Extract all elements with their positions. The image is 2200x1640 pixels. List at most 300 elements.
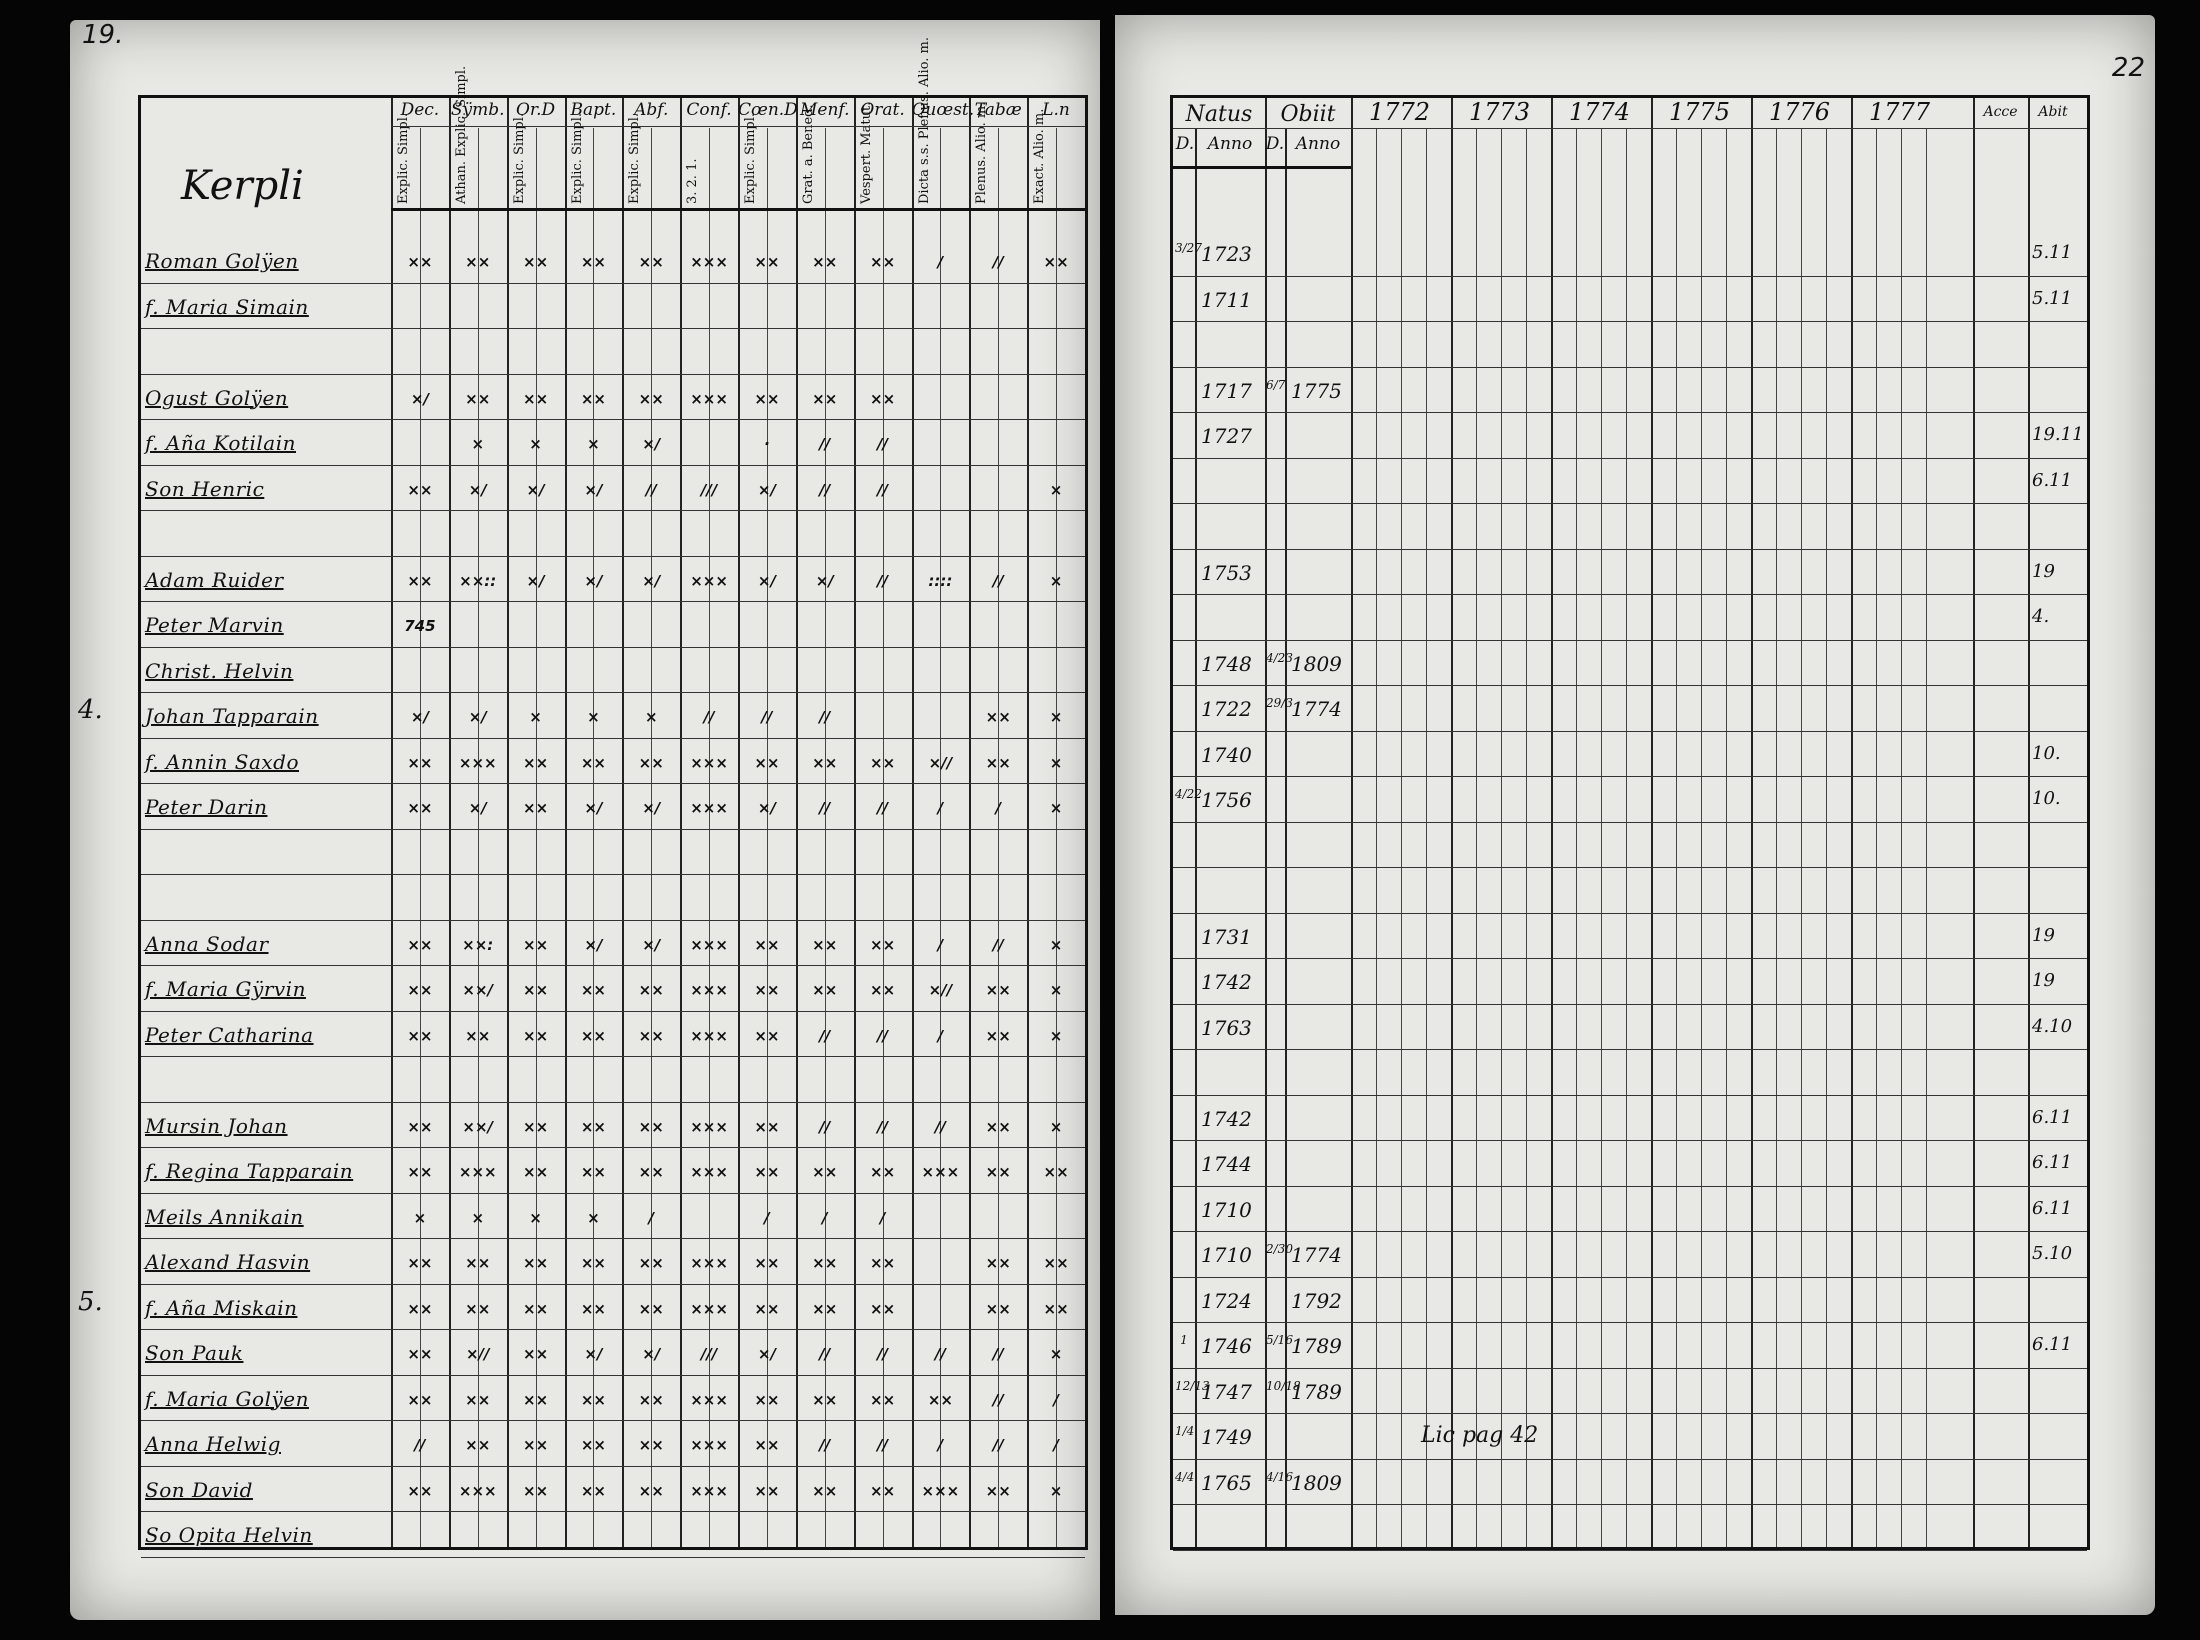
- abiit-value: 4.: [2032, 606, 2050, 627]
- birth-day: 4/4: [1175, 1469, 1195, 1484]
- catechism-mark: ×/: [642, 571, 661, 590]
- abiit-value: 5.11: [2032, 287, 2073, 309]
- right-page-number: 22: [2111, 53, 2145, 83]
- catechism-mark: ×××: [458, 1481, 497, 1500]
- row-rule: [1173, 731, 2087, 732]
- catechism-mark: ××: [523, 1436, 549, 1454]
- birth-year: 1717: [1201, 378, 1252, 403]
- catechism-mark: ×/: [642, 799, 661, 817]
- catechism-mark: ×//: [928, 753, 953, 772]
- catechism-mark: ××: [1043, 253, 1069, 271]
- person-name: f. Annin Saxdo: [145, 749, 299, 774]
- catechism-mark: ××: [812, 753, 838, 772]
- row-rule: [1173, 458, 2087, 459]
- column-header: Orat.: [860, 100, 905, 120]
- catechism-mark: //: [819, 1117, 831, 1136]
- catechism-mark: ::::: [928, 571, 953, 590]
- row-rule: [141, 965, 1085, 966]
- catechism-mark: //: [819, 799, 831, 817]
- catechism-mark: ××: [523, 1117, 549, 1136]
- catechism-mark: ×/: [468, 799, 487, 817]
- birth-day: 1/4: [1175, 1424, 1195, 1438]
- catechism-mark: ××: [465, 1254, 491, 1272]
- sub-column-divider: [940, 128, 941, 1547]
- catechism-mark: ××: [638, 753, 664, 772]
- birth-year: 1724: [1201, 1288, 1252, 1313]
- catechism-mark: ××: [638, 1117, 664, 1136]
- person-name: f. Regina Tapparain: [145, 1159, 354, 1183]
- death-year: 1809: [1291, 1470, 1342, 1495]
- catechism-mark: ××: [523, 253, 549, 271]
- row-rule: [1173, 1049, 2087, 1050]
- catechism-mark: ××: [638, 1390, 664, 1409]
- abiit-value: 5.11: [2032, 242, 2073, 263]
- catechism-mark: ××: [754, 1481, 780, 1500]
- sub-column-divider: [478, 128, 479, 1547]
- catechism-mark: ××: [523, 981, 549, 999]
- catechism-mark: ××: [812, 1481, 838, 1500]
- catechism-mark: ×: [529, 708, 542, 726]
- parish-title: Kerpli: [181, 163, 304, 209]
- row-rule: [141, 1375, 1085, 1376]
- catechism-mark: ××: [407, 1163, 433, 1181]
- sub-column-divider: [767, 128, 768, 1547]
- row-rule: [141, 1420, 1085, 1421]
- catechism-mark: ××: [870, 753, 896, 772]
- row-rule: [141, 465, 1085, 466]
- column-header: Sÿmb.: [450, 100, 505, 120]
- row-rule: [141, 1102, 1085, 1103]
- catechism-mark: ×/: [526, 480, 545, 499]
- row-rule: [1173, 1095, 2087, 1096]
- year-subcolumn: [1576, 128, 1577, 1547]
- catechism-mark: //: [877, 571, 889, 590]
- catechism-mark: /: [822, 1208, 828, 1227]
- catechism-mark: ××: [754, 1117, 780, 1136]
- catechism-mark: ××: [870, 389, 896, 408]
- catechism-mark: ×: [587, 1208, 600, 1227]
- catechism-mark: ×××: [921, 1481, 960, 1500]
- column-header: Tabæ: [974, 100, 1022, 120]
- row-rule: [141, 738, 1085, 739]
- row-rule: [1173, 822, 2087, 823]
- catechism-mark: ××: [523, 1254, 549, 1272]
- death-year: 1809: [1291, 651, 1342, 676]
- sub-column-divider: [1056, 128, 1057, 1547]
- row-rule: [141, 1147, 1085, 1148]
- person-name: Son David: [145, 1477, 253, 1502]
- header-rule: [391, 126, 1085, 127]
- catechism-mark: ××: [580, 389, 606, 408]
- catechism-mark: ××: [580, 753, 606, 772]
- birth-year: 1756: [1201, 788, 1252, 812]
- catechism-mark: ××: [985, 753, 1011, 772]
- year-divider: [1651, 98, 1653, 1547]
- abiit-value: 19: [2032, 560, 2055, 582]
- person-name: Anna Helwig: [145, 1432, 281, 1456]
- catechism-mark: ××: [523, 389, 549, 408]
- birth-year: 1742: [1201, 1106, 1252, 1131]
- catechism-mark: ×/: [584, 571, 603, 590]
- catechism-mark: ×/: [584, 799, 603, 817]
- catechism-mark: /: [937, 1436, 944, 1454]
- abiit-value: 6.11: [2032, 1334, 2073, 1355]
- catechism-mark: //: [877, 1026, 889, 1045]
- person-name: f. Maria Golÿen: [145, 1386, 309, 1411]
- column-header: Or.D: [515, 100, 556, 120]
- catechism-mark: ××: [870, 1481, 896, 1500]
- catechism-mark: ××: [812, 1254, 838, 1272]
- year-subcolumn: [1626, 128, 1627, 1547]
- left-page-number: 19.: [82, 20, 124, 50]
- catechism-mark: ××: [580, 981, 606, 999]
- natus-day-header: D.: [1175, 134, 1195, 154]
- catechism-mark: ××: [870, 1163, 896, 1181]
- catechism-mark: ××: [523, 1481, 549, 1500]
- abiit-value: 6.11: [2032, 1152, 2073, 1173]
- year-subcolumn: [1501, 128, 1502, 1547]
- row-rule: [141, 1056, 1085, 1057]
- birth-day: 3/27: [1175, 241, 1202, 255]
- catechism-mark: /: [937, 799, 944, 817]
- catechism-mark: ××: [580, 1481, 606, 1500]
- birth-year: 1748: [1201, 651, 1252, 676]
- row-rule: [1173, 1140, 2087, 1141]
- catechism-mark: ××: [407, 1299, 433, 1318]
- death-year: 1774: [1291, 1243, 1342, 1267]
- catechism-mark: ×//: [465, 1345, 490, 1363]
- catechism-mark: ××: [580, 1117, 606, 1136]
- column-subheader: Explic. Simpl.: [743, 112, 758, 204]
- row-rule: [1173, 367, 2087, 368]
- person-name: Mursin Johan: [145, 1113, 288, 1138]
- column-header: Bapt.: [570, 100, 617, 120]
- catechism-mark: //: [877, 1345, 889, 1363]
- row-rule: [1173, 1504, 2087, 1505]
- catechism-mark: //: [414, 1436, 426, 1454]
- catechism-mark: ×××: [690, 1117, 728, 1136]
- catechism-mark: ××: [523, 753, 549, 772]
- catechism-mark: ××: [1043, 1299, 1069, 1318]
- catechism-mark: /: [937, 253, 944, 271]
- catechism-mark: ××: [985, 981, 1011, 999]
- year-subcolumn: [1526, 128, 1527, 1547]
- cross-reference-note: Lic pag 42: [1421, 1423, 1539, 1448]
- catechism-mark: ××:: [462, 935, 494, 954]
- catechism-mark: ××: [812, 1163, 838, 1181]
- column-subheader: 3. 2. 1.: [685, 158, 701, 204]
- catechism-mark: ××: [465, 253, 491, 271]
- year-subcolumn: [1826, 128, 1827, 1547]
- catechism-mark: ××: [812, 1390, 838, 1409]
- row-rule: [1173, 1186, 2087, 1187]
- column-header: Conf.: [686, 100, 732, 120]
- column-header: Menf.: [799, 100, 850, 120]
- row-rule: [1173, 958, 2087, 959]
- catechism-mark: ×××: [690, 799, 728, 817]
- sub-column-divider: [651, 128, 652, 1547]
- year-divider: [1851, 98, 1853, 1547]
- catechism-mark: //: [992, 253, 1004, 271]
- catechism-mark: ×××: [458, 1163, 497, 1181]
- catechism-mark: /: [995, 799, 1001, 817]
- catechism-mark: /: [937, 1026, 944, 1045]
- row-rule: [141, 1557, 1085, 1558]
- catechism-mark: ×: [1049, 1026, 1063, 1045]
- year-subcolumn: [1401, 128, 1402, 1547]
- header-bottom-rule: [1173, 166, 1351, 169]
- catechism-mark: ·: [764, 435, 770, 453]
- catechism-mark: ××: [638, 253, 664, 271]
- row-rule: [1173, 1277, 2087, 1278]
- birth-year: 1710: [1201, 1243, 1252, 1267]
- column-header: Quœst.: [911, 100, 975, 120]
- catechism-mark: ×: [587, 435, 600, 453]
- catechism-mark: ××: [407, 935, 433, 954]
- death-year: 1792: [1291, 1288, 1342, 1313]
- catechism-mark: ×××: [690, 389, 728, 408]
- catechism-mark: ××: [1043, 1163, 1069, 1181]
- catechism-mark: ××: [523, 1345, 549, 1363]
- catechism-mark: /: [648, 1208, 654, 1227]
- catechism-mark: ××::: [459, 571, 497, 590]
- catechism-mark: ××: [985, 1026, 1011, 1045]
- person-name: Peter Catharina: [145, 1022, 314, 1047]
- catechism-mark: ××: [754, 1026, 780, 1045]
- catechism-mark: ××: [812, 935, 838, 954]
- catechism-mark: ×/: [584, 935, 603, 954]
- catechism-mark: //: [992, 571, 1004, 590]
- column-header: Cœn.D: [738, 100, 798, 120]
- catechism-mark: /: [1053, 1436, 1059, 1454]
- row-rule: [1173, 1322, 2087, 1323]
- abiit-value: 10.: [2032, 788, 2061, 809]
- catechism-mark: ××: [812, 253, 838, 271]
- birth-year: 1727: [1201, 424, 1252, 448]
- catechism-mark: ××: [407, 753, 433, 772]
- catechism-mark: /: [879, 1208, 886, 1227]
- catechism-mark: ××: [407, 981, 433, 999]
- catechism-mark: ×: [644, 708, 658, 726]
- column-subheader: Exact. Alio. m.: [1032, 108, 1048, 204]
- abiit-value: 6.11: [2032, 1197, 2073, 1219]
- catechism-mark: ×/: [410, 708, 429, 726]
- header-rule: [1173, 128, 2087, 129]
- catechism-mark: //: [992, 1390, 1004, 1409]
- catechism-mark: ××: [580, 1254, 606, 1272]
- catechism-mark: ×/: [584, 480, 603, 499]
- catechism-mark: ××: [407, 1254, 433, 1272]
- catechism-mark: ××: [754, 1299, 780, 1318]
- catechism-mark: ×: [529, 1208, 542, 1227]
- catechism-mark: ××: [985, 1163, 1011, 1181]
- death-year: 1789: [1291, 1334, 1342, 1358]
- row-rule: [1173, 1368, 2087, 1369]
- catechism-mark: ×/: [757, 799, 776, 817]
- catechism-mark: ×/: [642, 935, 661, 954]
- catechism-mark: ××: [523, 1026, 549, 1045]
- row-rule: [141, 556, 1085, 557]
- person-name: Alexand Hasvin: [145, 1250, 311, 1274]
- birth-year: 1723: [1201, 242, 1252, 266]
- catechism-mark: ×: [1049, 571, 1063, 590]
- row-rule: [1173, 1231, 2087, 1232]
- person-name: Adam Ruider: [145, 567, 284, 592]
- abiit-value: 10.: [2032, 742, 2061, 764]
- birth-year: 1722: [1201, 697, 1252, 721]
- catechism-mark: ××: [754, 389, 780, 408]
- year-subcolumn: [1876, 128, 1877, 1547]
- abiit-value: 19.11: [2032, 424, 2084, 445]
- obiit-header: Obiit: [1280, 102, 1336, 127]
- catechism-mark: ××: [580, 1299, 606, 1318]
- catechism-mark: ×××: [921, 1163, 960, 1181]
- year-subcolumn: [1926, 128, 1927, 1547]
- catechism-mark: ××: [465, 1299, 491, 1318]
- year-divider: [1351, 98, 1353, 1547]
- birth-year: 1749: [1201, 1425, 1252, 1449]
- catechism-mark: ××: [523, 799, 549, 817]
- catechism-mark: //: [992, 1436, 1004, 1454]
- household-number: 4.: [78, 695, 103, 725]
- catechism-mark: ××: [754, 1254, 780, 1272]
- catechism-mark: ××: [580, 1390, 606, 1409]
- catechism-mark: ××: [465, 389, 491, 408]
- catechism-mark: ××: [465, 1026, 491, 1045]
- catechism-mark: ××: [638, 1163, 664, 1181]
- year-subcolumn: [1726, 128, 1727, 1547]
- row-rule: [141, 1329, 1085, 1330]
- year-divider: [1751, 98, 1753, 1547]
- birth-year: 1711: [1201, 287, 1252, 312]
- catechism-mark: ×: [1049, 1481, 1063, 1500]
- catechism-mark: ×/: [642, 1345, 661, 1363]
- catechism-mark: ×/: [757, 1345, 776, 1363]
- right-register-table: [1170, 95, 2090, 1550]
- column-subheader: Explic. Simpl.: [627, 112, 643, 204]
- row-rule: [1173, 640, 2087, 641]
- catechism-mark: ×//: [928, 981, 953, 999]
- row-rule: [1173, 412, 2087, 413]
- obiit-year-header: Anno: [1295, 134, 1341, 154]
- abiit-value: 19: [2032, 924, 2055, 946]
- person-name: f. Maria Simain: [145, 294, 309, 319]
- catechism-mark: ×/: [757, 571, 776, 590]
- column-subheader: Explic. Simpl.: [396, 112, 411, 204]
- row-rule: [1173, 549, 2087, 550]
- accessit-header: Acce: [1983, 104, 2018, 120]
- sub-column-divider: [420, 128, 421, 1547]
- abiit-value: 6.11: [2032, 1106, 2073, 1128]
- left-page: [70, 20, 1100, 1620]
- catechism-mark: /: [937, 935, 944, 954]
- birth-year: 1731: [1201, 924, 1252, 949]
- catechism-mark: ××: [407, 571, 433, 590]
- abit-divider: [2028, 98, 2030, 1547]
- catechism-mark: ××: [812, 981, 838, 999]
- catechism-mark: ×/: [815, 571, 834, 590]
- catechism-mark: ××: [407, 799, 433, 817]
- catechism-mark: ×: [1049, 799, 1063, 817]
- row-rule: [1173, 321, 2087, 322]
- row-rule: [141, 510, 1085, 511]
- row-rule: [141, 1284, 1085, 1285]
- column-subheader: Explic. Simpl.: [511, 112, 527, 204]
- catechism-mark: ××: [523, 1163, 549, 1181]
- row-rule: [141, 374, 1085, 375]
- catechism-mark: 745: [404, 617, 436, 635]
- catechism-mark: ××: [754, 1390, 780, 1409]
- catechism-mark: ××/: [462, 981, 494, 999]
- obiit-day-header: D.: [1265, 134, 1285, 154]
- person-name: Peter Marvin: [145, 613, 284, 637]
- catechism-mark: ××: [407, 253, 433, 271]
- birth-year: 1746: [1201, 1334, 1252, 1358]
- row-rule: [141, 829, 1085, 830]
- catechism-mark: //: [703, 708, 715, 726]
- catechism-mark: ×××: [690, 753, 728, 772]
- year-header: 1776: [1769, 98, 1831, 126]
- catechism-mark: //: [819, 1436, 831, 1454]
- year-subcolumn: [1901, 128, 1902, 1547]
- row-rule: [141, 1466, 1085, 1467]
- catechism-mark: ×××: [690, 935, 728, 954]
- year-subcolumn: [1601, 128, 1602, 1547]
- sub-column-divider: [883, 128, 884, 1547]
- catechism-mark: ××: [523, 935, 549, 954]
- column-header: Abf.: [634, 100, 669, 120]
- column-subheader: Vespert. Matut.: [858, 101, 874, 204]
- sub-column-divider: [825, 128, 826, 1547]
- catechism-mark: ×××: [690, 1163, 728, 1181]
- death-day: 10/18: [1266, 1378, 1301, 1393]
- catechism-mark: ××: [465, 1390, 491, 1409]
- catechism-mark: ×/: [526, 571, 545, 590]
- person-name: f. Aña Miskain: [145, 1295, 298, 1320]
- row-rule: [1173, 776, 2087, 777]
- row-rule: [1173, 276, 2087, 277]
- catechism-mark: ××: [407, 1345, 433, 1363]
- catechism-mark: ××: [985, 1254, 1011, 1272]
- catechism-mark: ×××: [458, 753, 497, 772]
- catechism-mark: ××: [638, 1436, 664, 1454]
- person-name: f. Maria Gÿrvin: [145, 977, 306, 1001]
- catechism-mark: ×: [413, 1208, 427, 1227]
- year-subcolumn: [1376, 128, 1377, 1547]
- person-name: Meils Annikain: [145, 1204, 304, 1229]
- birth-year: 1742: [1201, 970, 1252, 994]
- sub-column-divider: [709, 128, 710, 1547]
- catechism-mark: ××: [812, 389, 838, 408]
- catechism-mark: ××: [407, 1117, 433, 1136]
- row-rule: [1173, 1459, 2087, 1460]
- catechism-mark: ×××: [690, 1299, 728, 1318]
- catechism-mark: ××: [465, 1436, 491, 1454]
- abiit-value: 5.10: [2032, 1243, 2073, 1264]
- catechism-mark: ××: [870, 935, 896, 954]
- year-subcolumn: [1801, 128, 1802, 1547]
- year-header: 1774: [1569, 98, 1631, 126]
- catechism-mark: ××: [870, 1299, 896, 1318]
- catechism-mark: //: [761, 708, 773, 726]
- sub-column-divider: [998, 128, 999, 1547]
- column-subheader: Dicta s.s. Plenus. Alio. m.: [916, 36, 932, 204]
- birth-year: 1740: [1201, 742, 1252, 767]
- catechism-mark: ××: [1043, 1254, 1069, 1272]
- row-rule: [141, 601, 1085, 602]
- birth-year: 1765: [1201, 1470, 1252, 1495]
- catechism-mark: /: [1053, 1390, 1059, 1409]
